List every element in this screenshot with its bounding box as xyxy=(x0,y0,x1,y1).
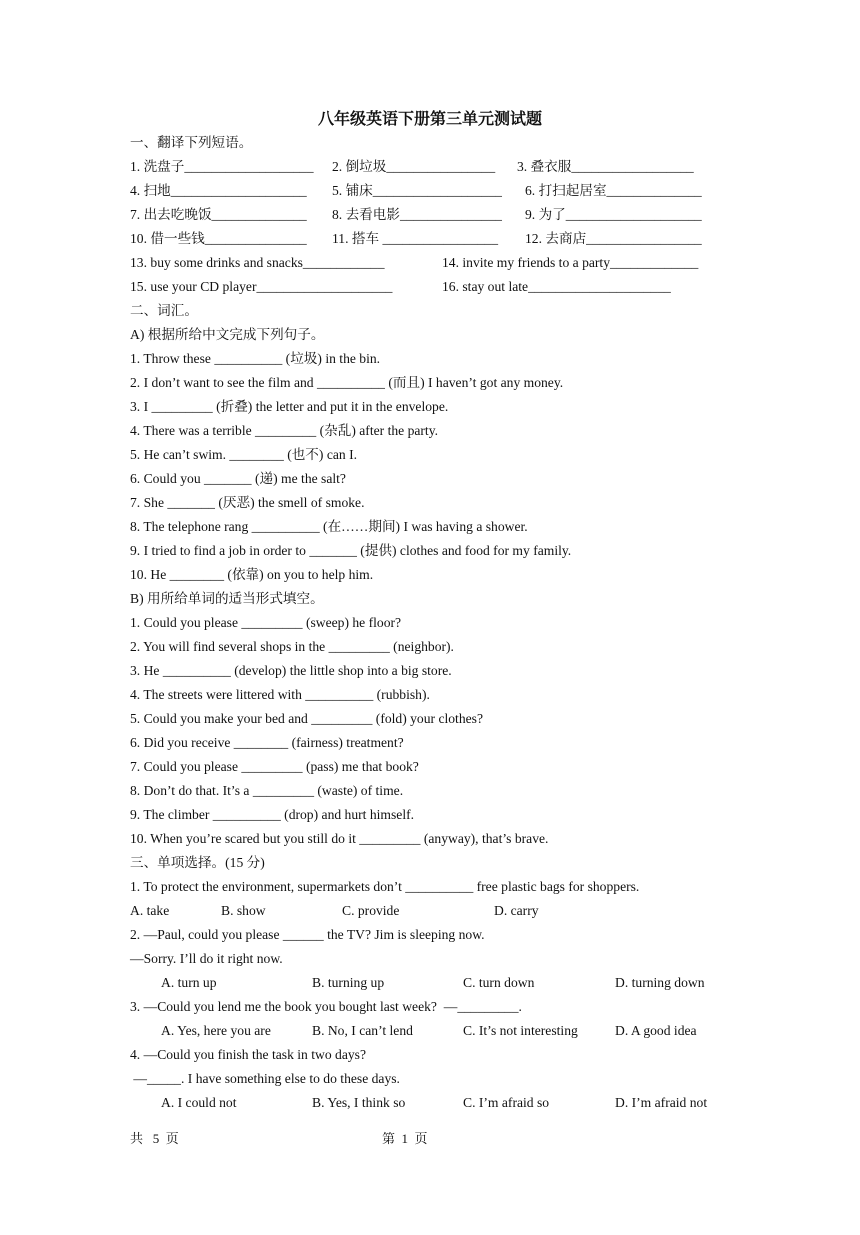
section3-heading: 三、单项选择。(15 分) xyxy=(130,855,265,870)
question-line: 9. I tried to find a job in order to _______ (提供) clothes and food for my family. xyxy=(130,543,572,558)
total-pages: 共 5 页 xyxy=(130,1131,179,1146)
question-line: 5. Could you make your bed and _________ (fold) your clothes? xyxy=(130,711,483,726)
phrase-row xyxy=(130,227,740,251)
option: B. show xyxy=(221,903,266,918)
question-line: 8. Don’t do that. It’s a _________ (waste) of time. xyxy=(130,783,404,798)
phrase-item: 15. use your CD player____________________ xyxy=(130,279,393,294)
option: D. carry xyxy=(494,903,539,918)
phrase-row xyxy=(130,179,740,203)
question-line: 1. Could you please _________ (sweep) he floor? xyxy=(130,615,402,630)
answer-line: —_____. I have something else to do these days. xyxy=(130,1071,400,1086)
question-line: 2. You will find several shops in the _________ (neighbor). xyxy=(130,639,454,654)
options-row xyxy=(130,1091,740,1115)
question-line: 7. She _______ (厌恶) the smell of smoke. xyxy=(130,495,365,510)
option: D. A good idea xyxy=(615,1023,697,1038)
phrase-item: 3. 叠衣服__________________ xyxy=(517,159,694,174)
option: C. It’s not interesting xyxy=(463,1023,578,1038)
phrase-item: 8. 去看电影_______________ xyxy=(332,207,502,222)
phrase-item: 7. 出去吃晚饭______________ xyxy=(130,207,307,222)
document-body xyxy=(130,131,740,1115)
question-stem: 2. —Paul, could you please ______ the TV? Jim is sleeping now. xyxy=(130,927,485,942)
question-line: 6. Did you receive ________ (fairness) treatment? xyxy=(130,735,404,750)
question-line: 10. When you’re scared but you still do it _________ (anyway), that’s brave. xyxy=(130,831,549,846)
question-line: 9. The climber __________ (drop) and hurt himself. xyxy=(130,807,415,822)
phrase-item: 2. 倒垃圾________________ xyxy=(332,159,496,174)
option: C. turn down xyxy=(463,975,535,990)
page-number: 第 1 页 xyxy=(382,1131,428,1146)
option: A. I could not xyxy=(161,1095,237,1110)
option: D. turning down xyxy=(615,975,705,990)
option: A. turn up xyxy=(161,975,217,990)
question-line: 5. He can’t swim. ________ (也不) can I. xyxy=(130,447,358,462)
answer-line: —Sorry. I’ll do it right now. xyxy=(130,951,283,966)
question-line: 3. I _________ (折叠) the letter and put it in the envelope. xyxy=(130,399,449,414)
option: C. provide xyxy=(342,903,400,918)
question-line: 7. Could you please _________ (pass) me that book? xyxy=(130,759,419,774)
question-line: 6. Could you _______ (递) me the salt? xyxy=(130,471,346,486)
page-footer xyxy=(130,1128,730,1148)
part-b-heading: B) 用所给单词的适当形式填空。 xyxy=(130,591,324,606)
question-line: 4. There was a terrible _________ (杂乱) after the party. xyxy=(130,423,439,438)
phrase-item: 13. buy some drinks and snacks____________ xyxy=(130,255,385,270)
section1-heading: 一、翻译下列短语。 xyxy=(130,135,253,150)
question-stem: 1. To protect the environment, supermarkets don’t __________ free plastic bags for shoppers. xyxy=(130,879,640,894)
question-stem: 3. —Could you lend me the book you bought last week? —_________. xyxy=(130,999,522,1014)
section2-heading: 二、词汇。 xyxy=(130,303,198,318)
part-a-heading: A) 根据所给中文完成下列句子。 xyxy=(130,327,325,342)
options-row xyxy=(130,899,740,923)
document-title: 八年级英语下册第三单元测试题 xyxy=(317,111,542,128)
phrase-item: 10. 借一些钱_______________ xyxy=(130,231,307,246)
question-line: 10. He ________ (依靠) on you to help him. xyxy=(130,567,374,582)
phrase-item: 6. 打扫起居室______________ xyxy=(525,183,702,198)
question-line: 3. He __________ (develop) the little shop into a big store. xyxy=(130,663,452,678)
question-line: 2. I don’t want to see the film and __________ (而且) I haven’t got any money. xyxy=(130,375,564,390)
phrase-item: 16. stay out late_____________________ xyxy=(442,279,671,294)
option: C. I’m afraid so xyxy=(463,1095,550,1110)
phrase-item: 14. invite my friends to a party_____________ xyxy=(442,255,699,270)
phrase-item: 12. 去商店_________________ xyxy=(525,231,702,246)
phrase-item: 5. 铺床___________________ xyxy=(332,183,502,198)
phrase-row xyxy=(130,251,740,275)
option: B. turning up xyxy=(312,975,385,990)
option: D. I’m afraid not xyxy=(615,1095,708,1110)
options-row xyxy=(130,1019,740,1043)
option: A. take xyxy=(130,903,170,918)
phrase-item: 9. 为了____________________ xyxy=(525,207,702,222)
question-stem: 4. —Could you finish the task in two days? xyxy=(130,1047,366,1062)
phrase-item: 4. 扫地____________________ xyxy=(130,183,307,198)
phrase-item: 11. 搭车 _________________ xyxy=(332,231,499,246)
option: B. No, I can’t lend xyxy=(312,1023,413,1038)
option: A. Yes, here you are xyxy=(161,1023,271,1038)
question-line: 1. Throw these __________ (垃圾) in the bin. xyxy=(130,351,381,366)
phrase-row xyxy=(130,155,740,179)
question-line: 4. The streets were littered with __________ (rubbish). xyxy=(130,687,430,702)
options-row xyxy=(130,971,740,995)
question-line: 8. The telephone rang __________ (在……期间) I was having a shower. xyxy=(130,519,528,534)
phrase-row xyxy=(130,275,740,299)
option: B. Yes, I think so xyxy=(312,1095,406,1110)
phrase-item: 1. 洗盘子___________________ xyxy=(130,159,314,174)
phrase-row xyxy=(130,203,740,227)
